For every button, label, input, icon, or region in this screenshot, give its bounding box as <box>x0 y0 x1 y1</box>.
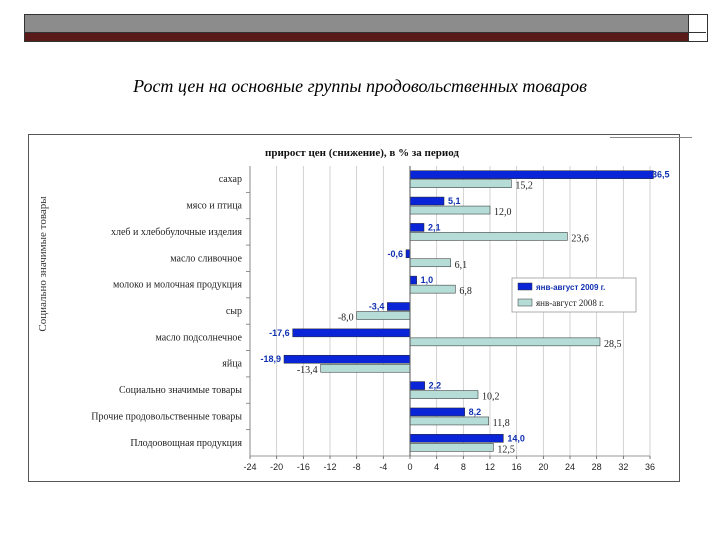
data-label-2009: 8,2 <box>468 406 482 417</box>
x-tick-label: -4 <box>379 462 388 472</box>
x-tick-label: -12 <box>323 462 337 472</box>
bar-2009 <box>410 197 444 205</box>
data-label-2009: -18,9 <box>260 354 281 365</box>
data-label-2008: 6,8 <box>459 286 472 298</box>
x-tick-label: 8 <box>460 462 466 472</box>
legend-label-2009: янв-август 2009 г. <box>536 283 606 292</box>
x-tick-label: -20 <box>270 462 284 472</box>
chart-title: прирост цен (снижение), в % за период <box>265 147 459 159</box>
bar-2008 <box>410 417 489 425</box>
x-tick-label: 36 <box>644 462 656 472</box>
x-tick-label: 0 <box>407 462 413 472</box>
x-tick-label: -16 <box>296 462 310 472</box>
data-label-2009: -0,6 <box>387 248 403 259</box>
bar-2008 <box>410 285 455 293</box>
data-label-2008: -13,4 <box>296 365 318 377</box>
bar-2009 <box>410 223 424 231</box>
category-label: сахар <box>218 174 242 186</box>
bar-2008 <box>321 364 410 372</box>
legend-swatch-2008 <box>518 299 532 306</box>
category-label: яйца <box>222 358 242 370</box>
x-tick-label: 24 <box>564 462 576 472</box>
category-label: масло подсолнечное <box>155 332 242 344</box>
data-label-2009: 2,2 <box>428 380 442 391</box>
data-label-2009: 36,5 <box>652 169 670 180</box>
bar-2008 <box>357 312 410 320</box>
data-label-2009: 2,1 <box>428 222 441 233</box>
category-label: Прочие продовольственные товары <box>91 411 242 423</box>
category-label: масло сливочное <box>170 253 242 265</box>
chart-side-label: Социально значимые товары <box>37 196 49 332</box>
bar-2009 <box>410 434 503 442</box>
bar-2008 <box>410 391 478 399</box>
x-tick-label: 4 <box>434 462 440 472</box>
x-tick-label: 12 <box>484 462 496 472</box>
bar-2008 <box>410 180 511 188</box>
data-label-2008: -8,0 <box>337 312 354 324</box>
data-label-2008: 12,0 <box>494 207 512 219</box>
data-label-2008: 10,2 <box>482 391 500 403</box>
x-tick-label: 16 <box>511 462 522 472</box>
x-tick-label: -24 <box>243 462 257 472</box>
data-label-2008: 6,1 <box>454 259 468 271</box>
data-label-2008: 23,6 <box>571 233 589 245</box>
x-tick-label: 32 <box>618 462 629 472</box>
data-label-2008: 28,5 <box>604 338 622 350</box>
category-label: сыр <box>225 306 242 317</box>
data-label-2009: 14,0 <box>507 433 525 444</box>
data-label-2009: 5,1 <box>448 196 461 207</box>
data-label-2009: -17,6 <box>269 327 290 338</box>
bar-2008 <box>410 259 451 267</box>
bar-2009 <box>410 408 465 416</box>
bar-2008 <box>410 338 600 346</box>
bar-2009 <box>410 276 417 284</box>
data-label-2008: 15,2 <box>515 180 533 192</box>
category-label: молоко и молочная продукция <box>112 279 242 291</box>
data-label-2009: -3,4 <box>368 301 385 312</box>
bar-2009 <box>406 250 410 258</box>
data-label-2009: 1,0 <box>420 275 434 286</box>
x-tick-label: -8 <box>352 462 361 472</box>
bar-2008 <box>410 443 493 451</box>
bar-2008 <box>410 206 490 214</box>
bar-2009 <box>293 329 410 337</box>
x-tick-label: 28 <box>591 462 602 472</box>
legend-label-2008: янв-август 2008 г. <box>536 298 604 308</box>
bar-2009 <box>410 382 425 390</box>
legend-swatch-2009 <box>518 283 532 290</box>
category-label: Социально значимые товары <box>119 385 242 397</box>
bar-2009 <box>387 303 410 311</box>
bar-2008 <box>410 232 567 240</box>
category-label: мясо и птица <box>186 200 242 212</box>
category-label: хлеб и хлебобулочные изделия <box>110 226 242 238</box>
data-label-2008: 12,5 <box>497 444 515 456</box>
x-tick-label: 20 <box>538 462 549 472</box>
category-label: Плодоовощная продукция <box>130 437 242 449</box>
slide-title: Рост цен на основные группы продовольственных товаров <box>133 76 587 96</box>
bar-2009 <box>284 355 410 363</box>
chart-legend <box>512 278 636 312</box>
bar-2009 <box>410 171 653 179</box>
data-label-2008: 11,8 <box>492 417 510 429</box>
